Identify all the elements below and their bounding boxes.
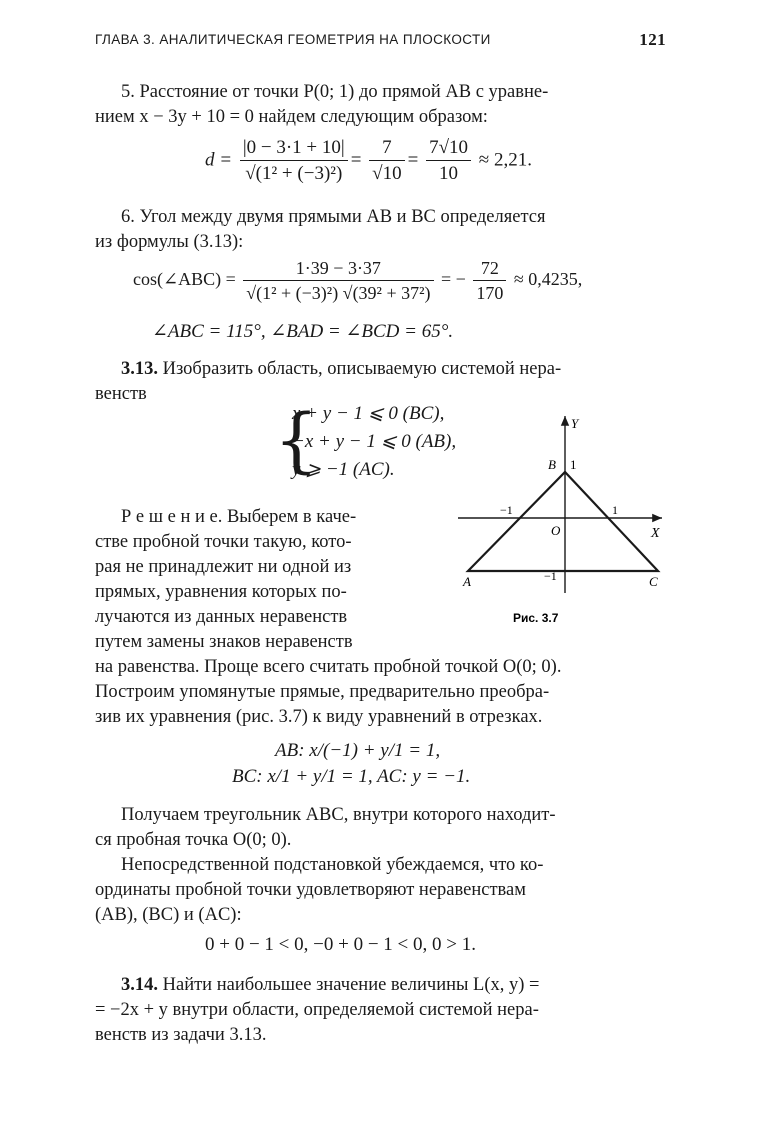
solution-line-13: ординаты пробной точки удовлетворяют неравенствам bbox=[95, 880, 526, 900]
solution-line-12: Непосредственной подстановкой убеждаемся, что ко- bbox=[121, 855, 544, 875]
task-313-number: 3.13. bbox=[121, 359, 158, 379]
running-header bbox=[95, 30, 670, 52]
system-brace: { bbox=[274, 399, 319, 481]
solution-line-5: лучаются из данных неравенств bbox=[95, 607, 348, 627]
cos-approx: ≈ 0,4235, bbox=[513, 269, 583, 290]
solution-line-11: ся пробная точка O(0; 0). bbox=[95, 830, 292, 850]
task-314-line-1 bbox=[95, 973, 665, 998]
page-number: 121 bbox=[639, 30, 666, 49]
item-5-text bbox=[95, 80, 665, 130]
solution-wide-text bbox=[95, 655, 665, 730]
item-5-line-2: нием x − 3y + 10 = 0 найдем следующим образом: bbox=[95, 107, 488, 127]
angles-result: ∠ABC = 115°, ∠BAD = ∠BCD = 65°. bbox=[152, 321, 454, 342]
solution-check-text bbox=[95, 853, 665, 928]
origin-label: O bbox=[551, 523, 561, 538]
item-6-line-1: 6. Угол между двумя прямыми AB и BC определяется bbox=[121, 207, 546, 227]
chapter-title: ГЛАВА 3. АНАЛИТИЧЕСКАЯ ГЕОМЕТРИЯ НА ПЛОСКОСТИ bbox=[95, 32, 491, 47]
solution-line-4: прямых, уравнения которых по- bbox=[95, 582, 347, 602]
x-one-label: 1 bbox=[612, 503, 618, 517]
x-minus-one-label: −1 bbox=[500, 503, 513, 517]
task-314-number: 3.14. bbox=[121, 975, 158, 995]
cos-num-1: 1·39 − 3·37 bbox=[243, 258, 433, 281]
distance-den-3: 10 bbox=[439, 163, 459, 184]
task-313-line-1 bbox=[95, 357, 665, 382]
intercept-eq-ab: AB: x/(−1) + y/1 = 1, bbox=[275, 740, 441, 761]
distance-num-3: 7√10 bbox=[426, 137, 471, 161]
inequality-ac: y ⩾ −1 (AC). bbox=[292, 459, 395, 480]
solution-narrow-text bbox=[95, 505, 430, 655]
distance-den-1: √(1² + (−3)²) bbox=[245, 163, 343, 184]
cos-frac-2 bbox=[473, 258, 506, 304]
cos-lhs: cos(∠ABC) = bbox=[133, 269, 236, 290]
item-5-line-1: 5. Расстояние от точки P(0; 1) до прямой AB с уравне- bbox=[121, 82, 549, 102]
triangle-abc bbox=[468, 472, 658, 571]
task-314-statement: Найти наибольшее значение величины L(x, y) = bbox=[158, 975, 540, 995]
solution-line-2: стве пробной точки такую, кото- bbox=[95, 532, 352, 552]
task-314-line-3: венств из задачи 3.13. bbox=[95, 1025, 267, 1045]
y-axis-label: Y bbox=[571, 416, 579, 431]
distance-formula: d = $\frac{|0 - 3\cdot 1 + 10|}{\text{√(1² + (−3)²)}}$ = $\frac{7}{√10}$ = $\frac{7√10}{10}$ ≈ 2,21. bbox=[205, 137, 532, 184]
cos-frac-1 bbox=[243, 258, 433, 304]
distance-frac-3 bbox=[426, 137, 471, 185]
distance-approx: ≈ 2,21. bbox=[478, 149, 532, 171]
point-a-label: A bbox=[463, 574, 471, 589]
cos-den-2: 170 bbox=[476, 283, 504, 303]
distance-frac-1 bbox=[240, 137, 348, 185]
task-313-statement: Изобразить область, описываемую системой нера- bbox=[158, 359, 562, 379]
task-314-line-2: = −2x + y внутри области, определяемой системой нера- bbox=[95, 1000, 539, 1020]
figure-3-7 bbox=[450, 408, 675, 633]
distance-num-1: |0 − 3·1 + 10| bbox=[240, 137, 348, 161]
solution-triangle-text bbox=[95, 803, 665, 853]
y-minus-one-label: −1 bbox=[544, 569, 557, 583]
intercept-eq-bc-ac: BC: x/1 + y/1 = 1, AC: y = −1. bbox=[232, 766, 471, 787]
task-314-text bbox=[95, 973, 665, 1048]
item-6-line-2: из формулы (3.13): bbox=[95, 232, 244, 252]
cos-formula bbox=[133, 258, 582, 304]
cos-den-1: √(1² + (−3)²) √(39² + 37²) bbox=[246, 283, 431, 303]
point-c-label: C bbox=[649, 574, 658, 589]
inequality-bc: x + y − 1 ⩽ 0 (BC), bbox=[292, 403, 445, 424]
solution-line-9: зив их уравнения (рис. 3.7) к виду уравнений в отрезках. bbox=[95, 707, 543, 727]
cos-num-2: 72 bbox=[473, 258, 506, 281]
distance-num-2: 7 bbox=[369, 137, 404, 161]
solution-line-14: (AB), (BC) и (AC): bbox=[95, 905, 242, 925]
y-one-label: 1 bbox=[570, 457, 577, 472]
inequality-ab: −x + y − 1 ⩽ 0 (AB), bbox=[292, 431, 457, 452]
solution-line-1: Р е ш е н и е. Выберем в каче- bbox=[121, 507, 357, 527]
distance-den-2: √10 bbox=[372, 163, 402, 184]
x-axis-label: X bbox=[651, 526, 660, 541]
cos-mid: = − bbox=[441, 269, 466, 290]
solution-line-10: Получаем треугольник ABC, внутри которого находит- bbox=[121, 805, 556, 825]
item-6-text bbox=[95, 205, 665, 255]
distance-lhs: d = bbox=[205, 149, 233, 171]
solution-line-7: на равенства. Проще всего считать пробной точкой O(0; 0). bbox=[95, 657, 562, 677]
solution-line-3: рая не принадлежит ни одной из bbox=[95, 557, 352, 577]
distance-frac-2 bbox=[369, 137, 404, 185]
substitution-check: 0 + 0 − 1 < 0, −0 + 0 − 1 < 0, 0 > 1. bbox=[205, 934, 476, 955]
figure-caption: Рис. 3.7 bbox=[513, 611, 559, 625]
point-b-label: B bbox=[548, 457, 556, 472]
solution-line-6: путем замены знаков неравенств bbox=[95, 632, 353, 652]
task-313-line-2: венств bbox=[95, 384, 147, 404]
solution-line-8: Построим упомянутые прямые, предварительно преобра- bbox=[95, 682, 550, 702]
